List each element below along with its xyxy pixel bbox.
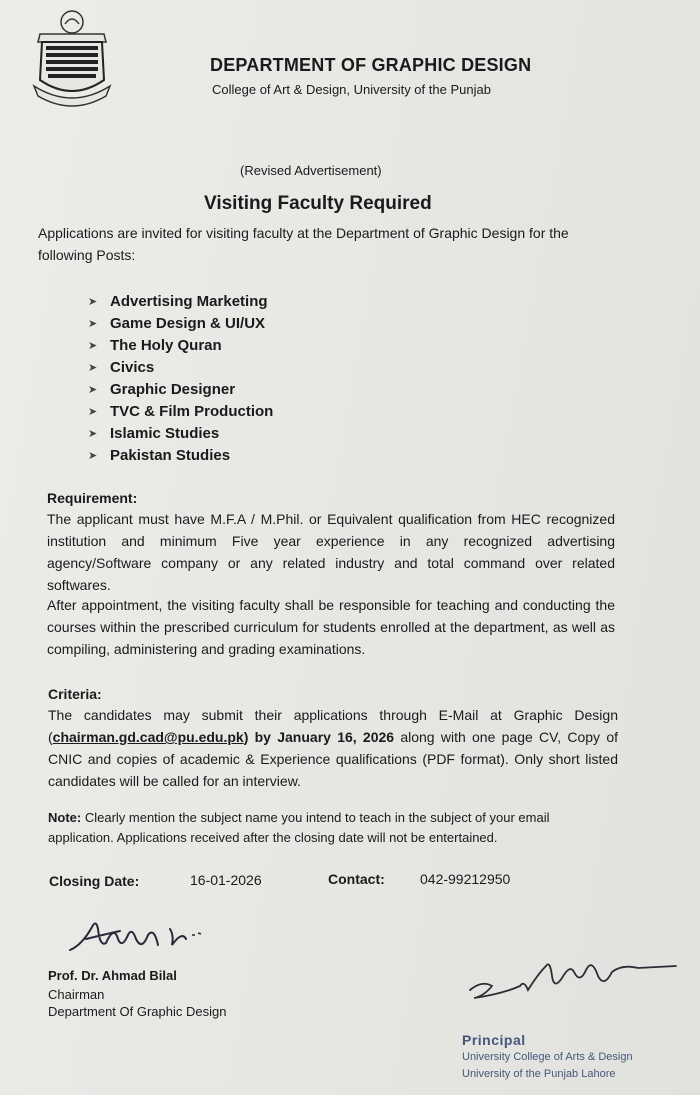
principal-stamp-title: Principal [462, 1032, 526, 1048]
note-label: Note: [48, 810, 82, 825]
post-label: Game Design & UI/UX [110, 315, 266, 332]
contact-value: 042-99212950 [420, 871, 511, 887]
bullet-arrow-icon: ➤ [88, 406, 98, 418]
post-label: TVC & Film Production [110, 403, 274, 420]
post-label: Graphic Designer [110, 381, 236, 398]
post-label: Civics [110, 359, 155, 376]
list-item [88, 401, 273, 423]
list-item [88, 291, 273, 313]
bullet-arrow-icon: ➤ [88, 384, 98, 396]
university-seal-logo [32, 6, 112, 108]
list-item [88, 379, 273, 401]
closing-date-value: 16-01-2026 [190, 872, 262, 888]
bullet-arrow-icon: ➤ [88, 428, 98, 440]
list-item [88, 335, 273, 357]
post-label: The Holy Quran [110, 337, 222, 354]
bullet-arrow-icon: ➤ [88, 362, 98, 374]
contact-label: Contact: [328, 871, 385, 887]
requirement-paragraph-2: After appointment, the visiting faculty shall be responsible for teaching and conducting the courses within the prescribed curriculum for students enrolled at the department, as well as compiling, administering and grading examinations. [47, 597, 615, 657]
bullet-arrow-icon: ➤ [88, 318, 98, 330]
signatory-title: Chairman [48, 987, 105, 1002]
criteria-text-end: along with one page CV, Copy of CNIC and copies of academic & Experience qualifications (PDF format). Only short listed candidates will be called for an interview. [48, 729, 618, 789]
college-subtitle: College of Art & Design, University of the Punjab [212, 82, 491, 97]
note-text: Clearly mention the subject name you intend to teach in the subject of your email application. Applications received after the closing date will not be entertained. [48, 810, 550, 845]
post-label: Islamic Studies [110, 425, 220, 442]
chairman-signature [62, 905, 222, 965]
requirement-paragraph-1: The applicant must have M.F.A / M.Phil. or Equivalent qualification from HEC recognized institution and minimum Five year experience in any recognized advertising agency/Software company or any related industry and total command over related softwares. [47, 511, 615, 593]
intro-paragraph: Applications are invited for visiting faculty at the Department of Graphic Design for the following Posts: [38, 225, 569, 263]
bullet-arrow-icon: ➤ [88, 450, 98, 462]
email-link[interactable]: chairman.gd.cad@pu.edu.pk [52, 729, 244, 745]
note-paragraph [48, 808, 618, 848]
notice-title: Visiting Faculty Required [204, 193, 432, 214]
principal-signature [462, 950, 684, 1006]
signatory-name: Prof. Dr. Ahmad Bilal [48, 968, 177, 983]
principal-stamp-line-1: University College of Arts & Design [462, 1051, 633, 1063]
requirement-heading: Requirement: [47, 490, 138, 506]
criteria-heading: Criteria: [48, 686, 102, 702]
list-item [88, 423, 273, 445]
list-item [88, 313, 273, 335]
signatory-department: Department Of Graphic Design [48, 1004, 227, 1019]
principal-stamp-line-2: University of the Punjab Lahore [462, 1068, 616, 1080]
list-item [88, 445, 273, 467]
deadline-text: ) by January 16, 2026 [243, 729, 395, 745]
list-item [88, 357, 273, 379]
criteria-text-start: The candidates may submit their applications through E-Mail at Graphic Design ( [48, 707, 618, 745]
revised-label: (Revised Advertisement) [240, 163, 382, 178]
post-label: Advertising Marketing [110, 293, 268, 310]
posts-list [88, 291, 273, 467]
post-label: Pakistan Studies [110, 447, 231, 464]
bullet-arrow-icon: ➤ [88, 340, 98, 352]
bullet-arrow-icon: ➤ [88, 296, 98, 308]
department-title: DEPARTMENT OF GRAPHIC DESIGN [210, 55, 532, 75]
closing-date-label: Closing Date: [49, 873, 140, 889]
criteria-paragraph [48, 704, 618, 792]
